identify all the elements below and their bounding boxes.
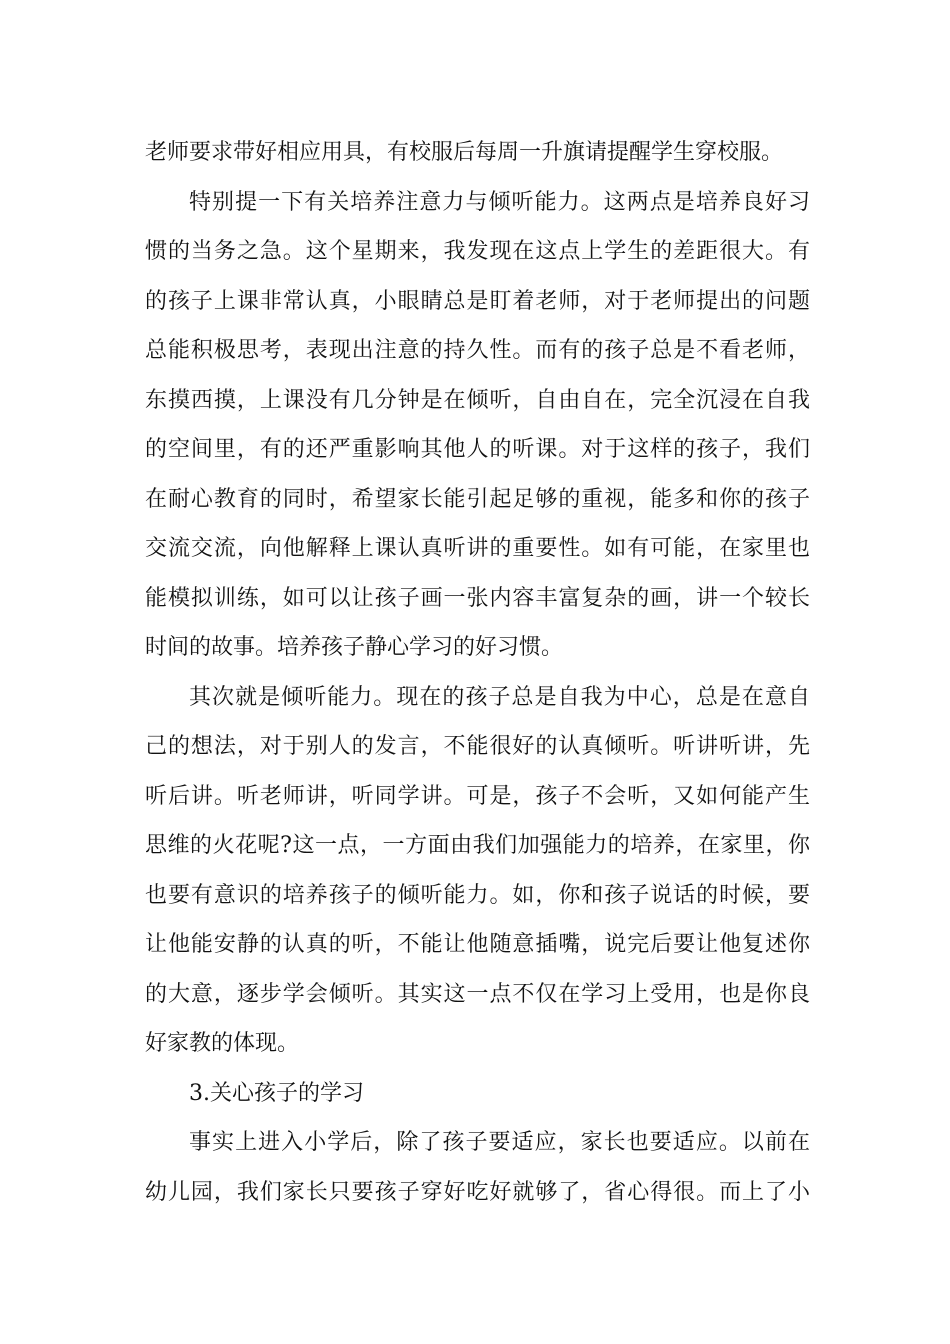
text-line: 的空间里，有的还严重影响其他人的听课。对于这样的孩子，我们 xyxy=(145,437,810,462)
body-text xyxy=(145,128,810,1217)
text-line: 能模拟训练，如可以让孩子画一张内容丰富复杂的画，讲一个较长 xyxy=(145,585,810,611)
text-line: 事实上进入小学后，除了孩子要适应，家长也要适应。以前在 xyxy=(189,1130,810,1155)
text-line: 东摸西摸，上课没有几分钟是在倾听，自由自在，完全沉浸在自我 xyxy=(145,387,810,413)
text-line: 3.关心孩子的学习 xyxy=(189,1080,364,1106)
text-line: 己的想法，对于别人的发言，不能很好的认真倾听。听讲听讲，先 xyxy=(145,734,810,759)
text-line: 也要有意识的培养孩子的倾听能力。如，你和孩子说话的时候，要 xyxy=(145,882,810,908)
text-line: 在耐心教育的同时，希望家长能引起足够的重视，能多和你的孩子 xyxy=(145,486,810,512)
text-line: 思维的火花呢?这一点，一方面由我们加强能力的培养，在家里，你 xyxy=(145,833,810,858)
text-line: 惯的当务之急。这个星期来，我发现在这点上学生的差距很大。有 xyxy=(145,239,810,264)
text-line: 幼儿园，我们家长只要孩子穿好吃好就够了，省心得很。而上了小 xyxy=(145,1179,810,1205)
text-line: 交流交流，向他解释上课认真听讲的重要性。如有可能，在家里也 xyxy=(145,536,810,561)
text-line: 的大意，逐步学会倾听。其实这一点不仅在学习上受用，也是你良 xyxy=(145,981,810,1007)
text-line: 的孩子上课非常认真，小眼睛总是盯着老师，对于老师提出的问题 xyxy=(145,288,810,314)
text-line: 老师要求带好相应用具，有校服后每周一升旗请提醒学生穿校服。 xyxy=(145,140,784,165)
text-line: 好家教的体现。 xyxy=(145,1031,300,1056)
text-line: 总能积极思考，表现出注意的持久性。而有的孩子总是不看老师， xyxy=(145,338,810,363)
text-line: 时间的故事。培养孩子静心学习的好习惯。 xyxy=(145,635,564,660)
text-line: 让他能安静的认真的听，不能让他随意插嘴，说完后要让他复述你 xyxy=(145,932,810,957)
text-line: 听后讲。听老师讲，听同学讲。可是，孩子不会听，又如何能产生 xyxy=(145,783,810,809)
text-line: 其次就是倾听能力。现在的孩子总是自我为中心，总是在意自 xyxy=(189,684,810,710)
text-line: 特别提一下有关培养注意力与倾听能力。这两点是培养良好习 xyxy=(189,189,810,215)
